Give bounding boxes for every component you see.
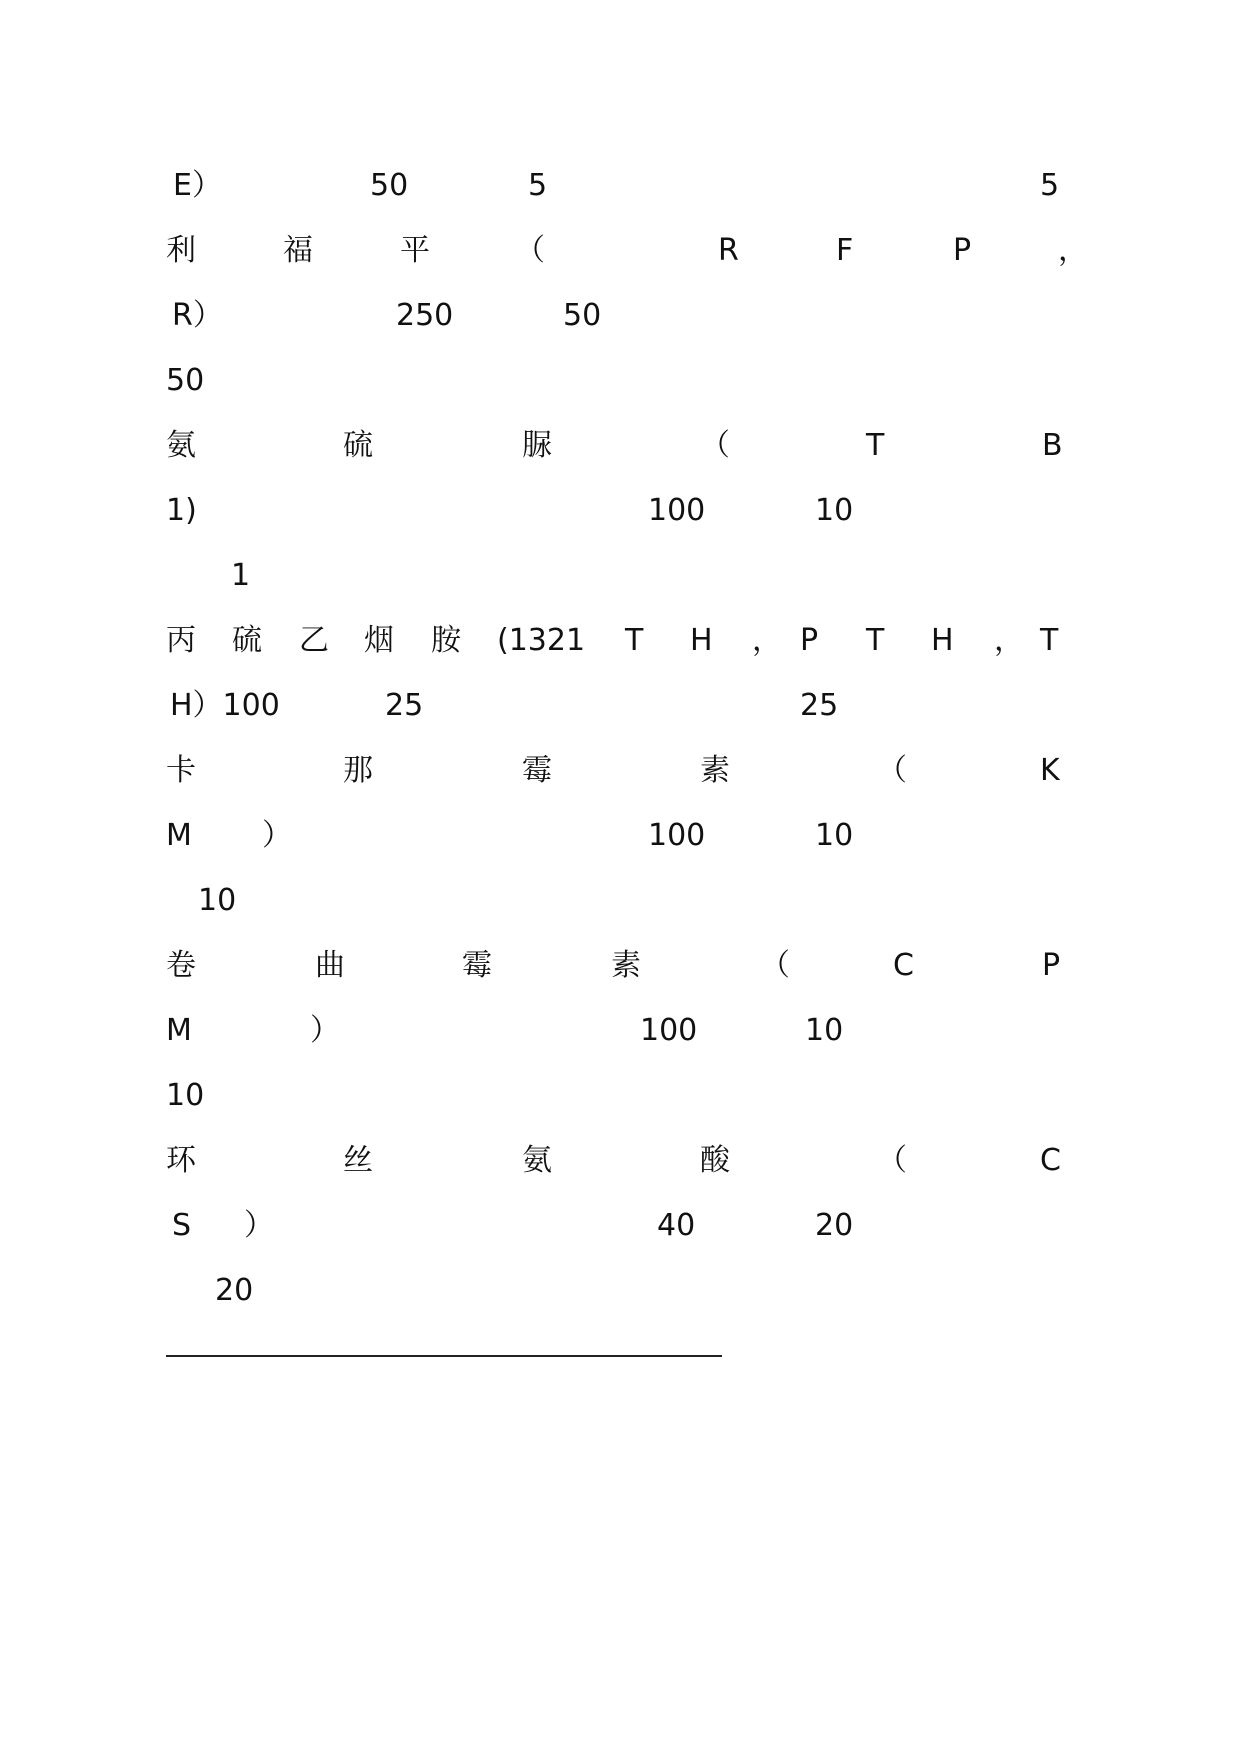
text-token: T [866,623,885,658]
text-token: H [690,623,713,658]
text-token: R [718,233,739,268]
text-token: 氨 [522,1143,552,1178]
text-token: 50 [563,298,602,333]
text-token: 曲 [315,948,345,983]
text-token: P [1042,948,1061,983]
text-token: S [172,1208,192,1243]
text-token: F [836,233,854,268]
text-token: 20 [215,1273,254,1308]
text-token: T [1040,623,1059,658]
text-token: 10 [815,818,854,853]
text-token: 100 [648,493,706,528]
text-token: P [800,623,819,658]
text-line [0,556,1241,596]
text-line [0,816,1241,856]
text-token: 脲 [522,428,552,463]
text-line [0,1206,1241,1246]
text-line [0,1141,1241,1181]
text-token: 10 [815,493,854,528]
text-token: （ [877,1143,907,1178]
text-token: 250 [396,298,454,333]
text-token: R） [172,298,223,333]
text-token: 20 [815,1208,854,1243]
text-token: C [1040,1143,1061,1178]
text-token: (1321 [497,623,586,658]
text-token: ， [1058,233,1088,268]
text-token: T [625,623,644,658]
text-line [0,296,1241,336]
text-token: 卷 [166,948,196,983]
text-token: 丝 [343,1143,373,1178]
text-token: H [931,623,954,658]
text-token: 10 [166,1078,205,1113]
text-token: 25 [385,688,424,723]
text-token: 胺 [431,623,461,658]
text-token: （ [515,233,545,268]
text-token: 1 [231,558,251,593]
text-token: 5 [1040,168,1060,203]
text-token: ） [310,1013,340,1048]
text-line [0,1011,1241,1051]
text-line [0,751,1241,791]
text-token: 酸 [700,1143,730,1178]
text-token: 乙 [299,623,329,658]
text-token: 素 [611,948,641,983]
text-token: 利 [166,233,196,268]
text-token: 氨 [166,428,196,463]
text-line [0,426,1241,466]
text-token: ） [262,818,292,853]
text-token: B [1042,428,1063,463]
text-token: 丙 [166,623,196,658]
text-line [0,1271,1241,1311]
text-token: （ [877,753,907,788]
text-token: 100 [648,818,706,853]
text-line [0,1076,1241,1116]
text-token: 硫 [343,428,373,463]
text-token: 10 [805,1013,844,1048]
text-token: 50 [370,168,409,203]
text-line [0,491,1241,531]
text-line [0,361,1241,401]
text-token: 那 [343,753,373,788]
text-line [0,881,1241,921]
text-line [0,946,1241,986]
text-token: T [866,428,885,463]
text-token: H）100 [170,688,280,723]
text-token: 50 [166,363,205,398]
text-line [0,166,1241,206]
text-token: 卡 [166,753,196,788]
text-token: 硫 [232,623,262,658]
text-token: 霉 [462,948,492,983]
text-line [0,231,1241,271]
text-token: P [953,233,972,268]
text-token: 1) [166,493,197,528]
text-token: C [893,948,914,983]
text-token: 5 [528,168,548,203]
text-token: 40 [657,1208,696,1243]
text-token: M [166,1013,192,1048]
text-token: 100 [640,1013,698,1048]
text-token: ， [994,623,1024,658]
text-line [0,686,1241,726]
text-token: 10 [198,883,237,918]
text-token: 福 [283,233,313,268]
footnote-separator-line [166,1355,722,1357]
text-token: ） [244,1208,274,1243]
text-token: 烟 [364,623,394,658]
text-token: M [166,818,192,853]
text-token: 素 [700,753,730,788]
text-token: E） [173,168,222,203]
text-token: ， [752,623,782,658]
text-token: （ [700,428,730,463]
text-token: K [1040,753,1060,788]
text-token: 平 [400,233,430,268]
text-line [0,621,1241,661]
text-token: 25 [800,688,839,723]
text-token: 霉 [522,753,552,788]
text-token: （ [760,948,790,983]
text-token: 环 [166,1143,196,1178]
